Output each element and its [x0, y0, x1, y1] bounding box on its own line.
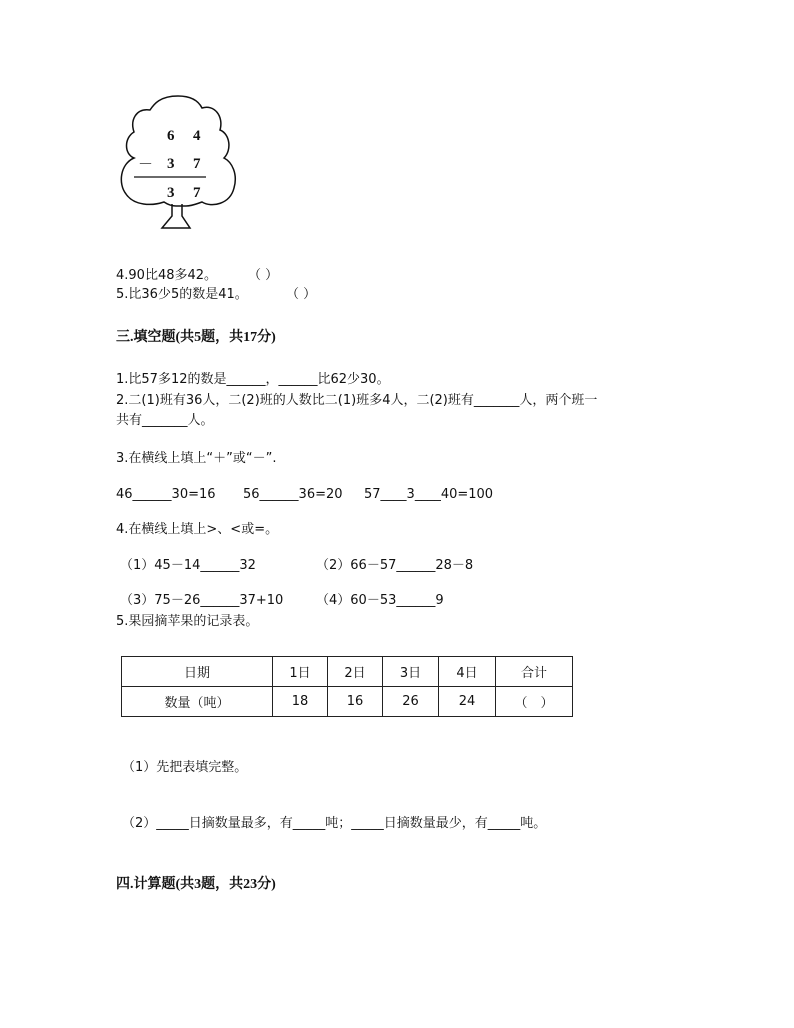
fill-question-2-cont: 共有_______人。: [116, 413, 214, 428]
compare-item: （1）45－14______32: [120, 558, 256, 573]
record-table: [121, 656, 573, 717]
judge-question-4: 4.90比48多42。: [116, 268, 218, 283]
table-cell: 数量（吨）: [122, 687, 273, 717]
tree-digit: 7: [193, 185, 201, 201]
table-cell: 18: [273, 687, 328, 717]
sub-question-2: （2）_____日摘数量最多，有_____吨；_____日摘数量最少，有_____吨。: [122, 816, 547, 831]
expression: 57____3____40=100: [364, 487, 494, 502]
expression: 46______30=16: [116, 487, 216, 502]
fill-question-1: 1.比57多12的数是______，______比62少30。: [116, 372, 390, 387]
answer-paren[interactable]: （ ）: [248, 268, 279, 283]
table-header: 3日: [383, 657, 439, 687]
table-cell-answer[interactable]: （ ）: [496, 687, 573, 717]
answer-paren[interactable]: （ ）: [286, 287, 317, 302]
table-cell: 16: [328, 687, 383, 717]
compare-item: （2）66－57______28－8: [316, 558, 474, 573]
fill-question-4: 4.在横线上填上>、<或=。: [116, 522, 279, 537]
table-row: [122, 687, 573, 717]
section-title: 四.计算题(共3题，共23分): [116, 877, 276, 892]
table-row: [122, 657, 573, 687]
compare-item: （3）75－26______37+10: [120, 593, 284, 608]
table-header: 2日: [328, 657, 383, 687]
table-header: 日期: [122, 657, 273, 687]
expression: 56______36=20: [243, 487, 343, 502]
fill-question-3: 3.在横线上填上“＋”或“－”.: [116, 451, 277, 466]
sub-question-1: （1）先把表填完整。: [122, 760, 248, 775]
tree-digit: 3: [167, 185, 175, 201]
compare-item: （4）60－53______9: [316, 593, 444, 608]
table-cell: 26: [383, 687, 439, 717]
table-cell: 24: [439, 687, 496, 717]
fill-question-2: 2.二(1)班有36人，二(2)班的人数比二(1)班多4人，二(2)班有_______人，两个班一: [116, 393, 598, 408]
table-header: 1日: [273, 657, 328, 687]
tree-diagram: [116, 94, 240, 234]
section-title: 三.填空题(共5题，共17分): [116, 330, 276, 345]
tree-digit: 6: [167, 128, 175, 144]
fill-question-5: 5.果园摘苹果的记录表。: [116, 614, 259, 629]
table-header: 合计: [496, 657, 573, 687]
tree-digit: 7: [193, 156, 201, 172]
tree-digit: 4: [193, 128, 201, 144]
tree-digit: 3: [167, 156, 175, 172]
minus-sign: －: [138, 155, 154, 173]
table-header: 4日: [439, 657, 496, 687]
judge-question-5: 5.比36少5的数是41。: [116, 287, 248, 302]
